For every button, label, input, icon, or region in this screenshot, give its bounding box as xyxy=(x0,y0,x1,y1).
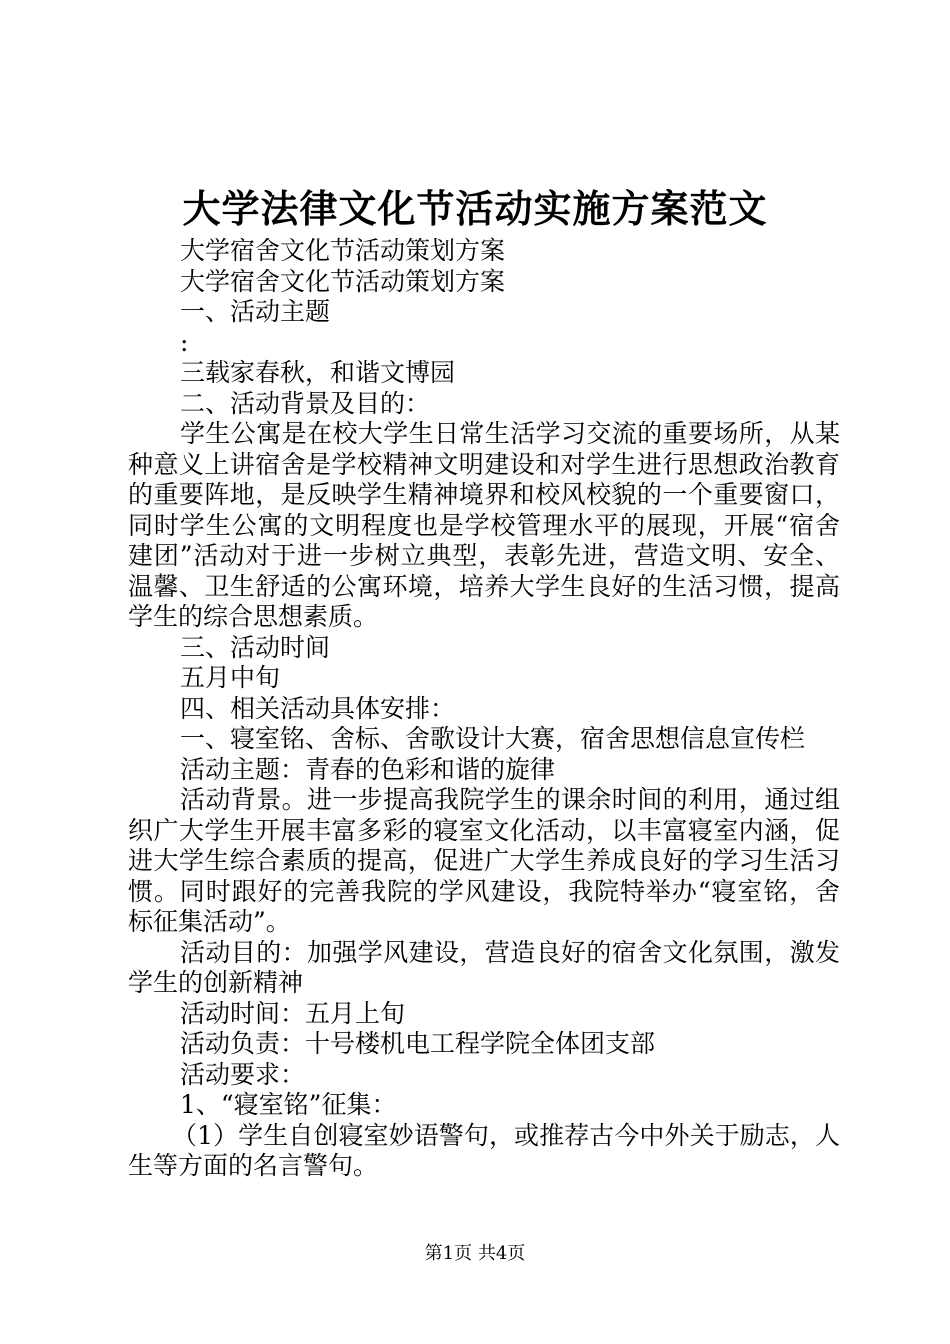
section-heading: 二、活动背景及目的： xyxy=(180,388,431,418)
body-line: 大学宿舍文化节活动策划方案 xyxy=(180,266,506,296)
body-line: 1、“寝室铭”征集： xyxy=(180,1090,397,1119)
body-line: 一、寝室铭、舍标、舍歌设计大赛，宿舍思想信息宣传栏 xyxy=(180,724,806,753)
body-line: 活动主题：青春的色彩和谐的旋律 xyxy=(180,754,556,784)
body-line: 五月中旬 xyxy=(180,663,281,692)
section-heading: 三、活动时间 xyxy=(180,632,331,662)
section-heading: 一、活动主题 xyxy=(180,297,331,326)
paragraph-activity-background: 活动背景。进一步提高我院学生的课余时间的利用，通过组织广大学生开展丰富多彩的寝室文化活动，以丰富寝室内涵，促进大学生综合素质的提高，促进广大学生养成良好的学习生活习惯。同时跟好的完善我院的学风建设，我院特举办“寝室铭，舍标征集活动”。 xyxy=(128,785,840,936)
body-line: 活动负责：十号楼机电工程学院全体团支部 xyxy=(180,1029,656,1058)
body-line: : xyxy=(180,327,189,357)
document-title: 大学法律文化节活动实施方案范文 xyxy=(182,186,768,231)
body-line: 活动时间：五月上旬 xyxy=(180,998,406,1028)
document-body xyxy=(128,236,840,1182)
paragraph-background: 学生公寓是在校大学生日常生活学习交流的重要场所，从某种意义上讲宿舍是学校精神文明建设和对学生进行思想政治教育的重要阵地，是反映学生精神境界和校风校貌的一个重要窗口，同时学生公寓的文明程度也是学校管理水平的展现，开展“宿舍建团”活动对于进一步树立典型，表彰先进，营造文明、安全、温馨、卫生舒适的公寓环境，培养大学生良好的生活习惯，提高学生的综合思想素质。 xyxy=(128,419,840,631)
paragraph-activity-purpose: 活动目的：加强学风建设，营造良好的宿舍文化氛围，激发学生的创新精神 xyxy=(128,937,840,997)
paragraph-requirement-1: （1）学生自创寝室妙语警句，或推荐古今中外关于励志，人生等方面的名言警句。 xyxy=(128,1120,840,1180)
section-heading: 四、相关活动具体安排： xyxy=(180,693,456,723)
body-line: 大学宿舍文化节活动策划方案 xyxy=(180,236,506,265)
page-number-footer: 第1页 共4页 xyxy=(424,1243,526,1264)
body-line: 三载家春秋，和谐文博园 xyxy=(180,358,456,387)
body-line: 活动要求： xyxy=(180,1059,306,1089)
